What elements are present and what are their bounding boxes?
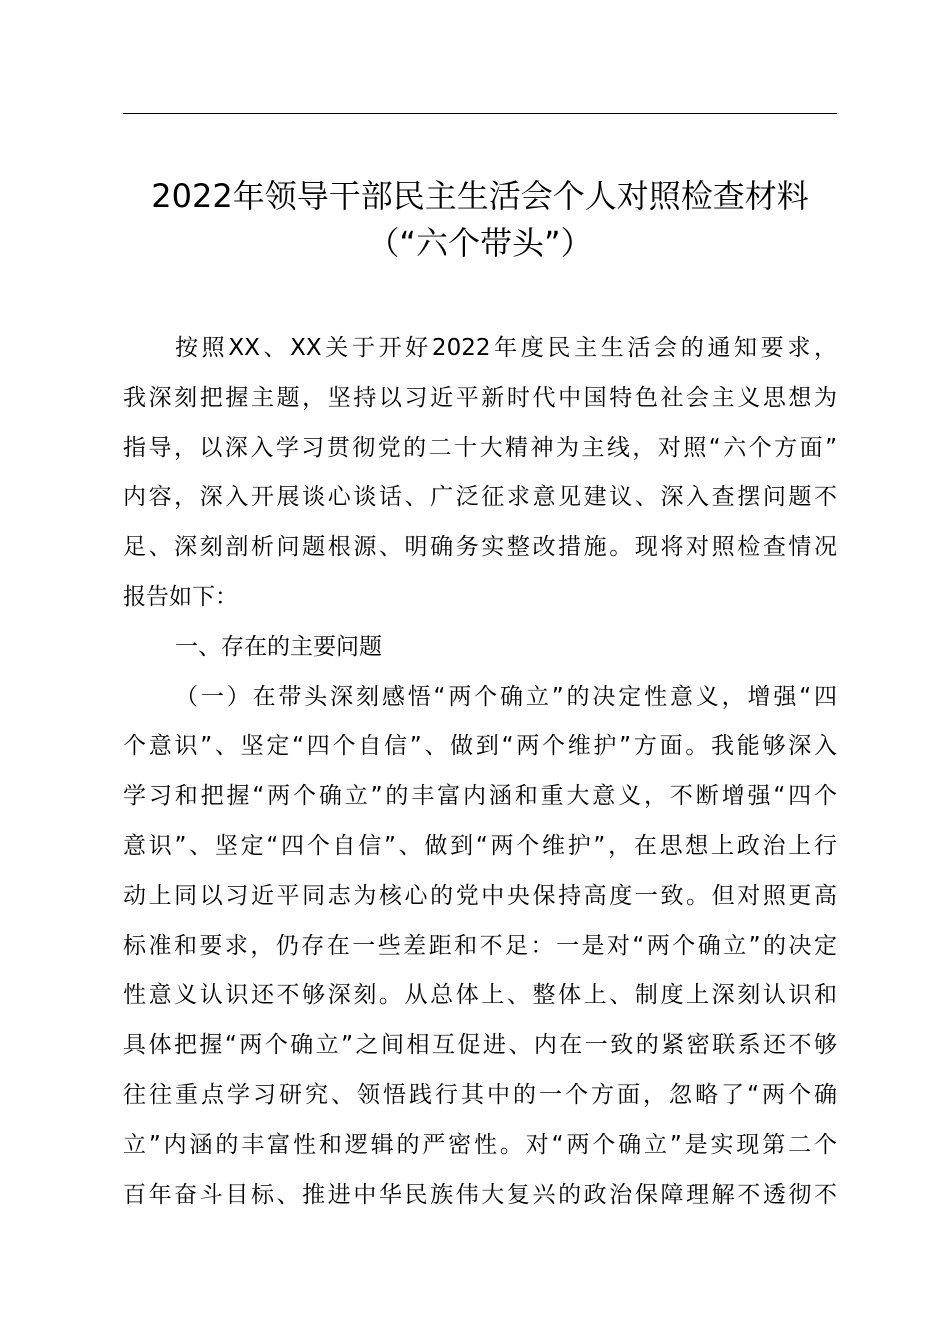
subsection-line: 性意义认识还不够深刻。从总体上、整体上、制度上深刻认识和	[123, 982, 837, 1009]
subsection-line: 个意识”、坚定“四个自信”、做到“两个维护”方面。我能够深入	[123, 733, 837, 760]
document-body	[123, 324, 837, 1220]
header-rule	[123, 113, 837, 114]
section-heading: 一、存在的主要问题	[175, 633, 382, 660]
intro-line: 足、深刻剖析问题根源、明确务实整改措施。现将对照检查情况	[123, 534, 837, 561]
intro-line: 按照XX、XX关于开好2022年度民主生活会的通知要求，	[175, 335, 837, 361]
subsection-line: 动上同以习近平同志为核心的党中央保持高度一致。但对照更高	[123, 882, 837, 909]
subsection-line: 立”内涵的丰富性和逻辑的严密性。对“两个确立”是实现第二个	[123, 1131, 837, 1158]
subsection-line: 百年奋斗目标、推进中华民族伟大复兴的政治保障理解不透彻不	[123, 1181, 837, 1208]
subsection-line: 学习和把握“两个确立”的丰富内涵和重大意义，不断增强“四个	[123, 783, 837, 810]
intro-line: 内容，深入开展谈心谈话、广泛征求意见建议、深入查摆问题不	[123, 484, 837, 511]
subsection-line: （一）在带头深刻感悟“两个确立”的决定性意义，增强“四	[175, 683, 837, 710]
document-subtitle: （“六个带头”）	[367, 224, 593, 262]
intro-line: 我深刻把握主题，坚持以习近平新时代中国特色社会主义思想为	[123, 384, 837, 411]
intro-line: 指导，以深入学习贯彻党的二十大精神为主线，对照“六个方面”	[123, 434, 837, 461]
intro-line: 报告如下：	[123, 583, 238, 610]
subsection-line: 意识”、坚定“四个自信”、做到“两个维护”，在思想上政治上行	[123, 832, 837, 859]
subsection-line: 往往重点学习研究、领悟践行其中的一个方面，忽略了“两个确	[123, 1081, 837, 1108]
document-title: 2022年领导干部民主生活会个人对照检查材料	[151, 177, 809, 215]
subsection-line: 标准和要求，仍存在一些差距和不足：一是对“两个确立”的决定	[123, 932, 837, 959]
subsection-line: 具体把握“两个确立”之间相互促进、内在一致的紧密联系还不够	[123, 1032, 837, 1059]
